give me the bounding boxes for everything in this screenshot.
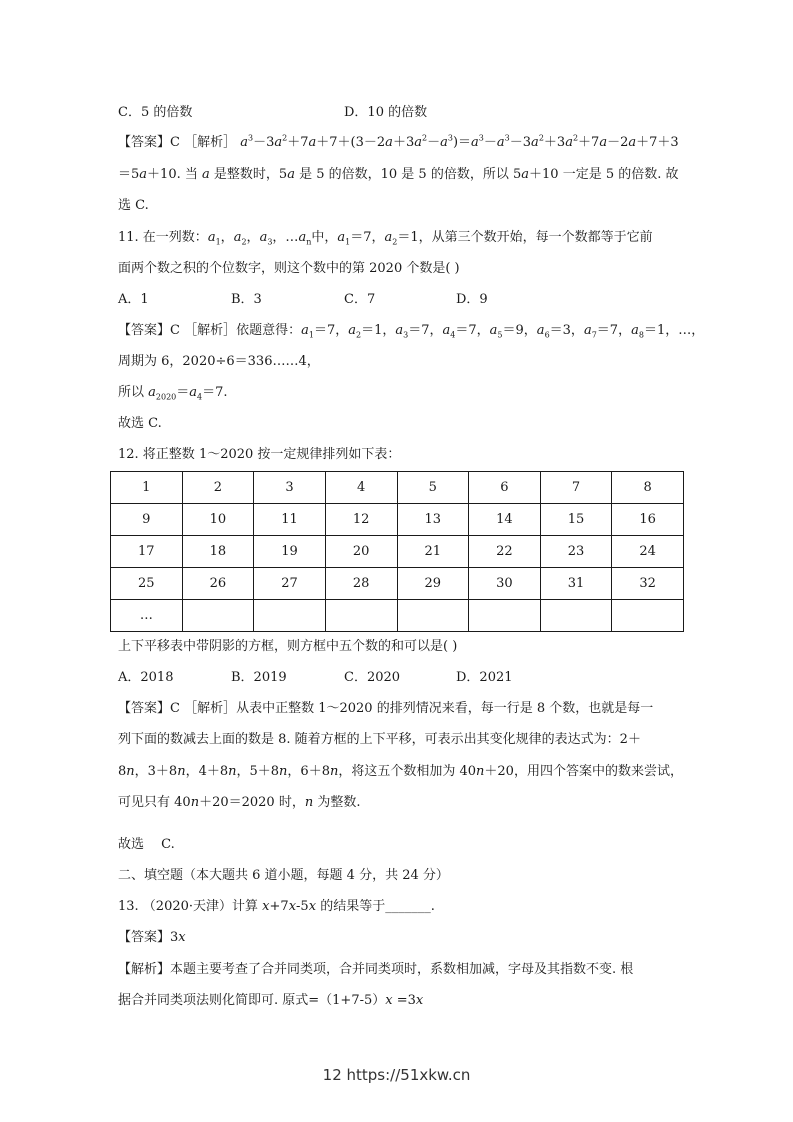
option-a: A．1 xyxy=(118,292,149,307)
answer-line: 选 C. xyxy=(118,198,149,213)
text: 据合并同类项法则化简即可. 原式=（1+7-5） xyxy=(118,993,386,1008)
table-cell: 22 xyxy=(469,536,541,568)
table-cell: 2 xyxy=(182,472,254,504)
table-cell: 17 xyxy=(111,536,183,568)
table-cell: 16 xyxy=(612,504,684,536)
table-cell: 5 xyxy=(397,472,469,504)
text: 中， xyxy=(311,230,338,245)
text: 13. （2020·天津）计算 xyxy=(118,899,259,914)
answer-line: 故选 C. xyxy=(118,837,175,852)
table-cell: … xyxy=(111,600,183,632)
table-row xyxy=(111,504,684,536)
page-footer: 12 https://51xkw.cn xyxy=(322,1066,471,1084)
table-cell: 1 xyxy=(111,472,183,504)
table-cell xyxy=(325,600,397,632)
text: 的结果等于_______. xyxy=(320,899,435,914)
answer-head: 【答案】3 xyxy=(118,930,179,945)
text: ＋20＝2020 时， xyxy=(199,795,305,810)
explanation-line: 据合并同类项法则化简即可. 原式=（1+7-5）x =3x xyxy=(118,993,424,1008)
table-cell xyxy=(397,600,469,632)
table-cell: 21 xyxy=(397,536,469,568)
number-table xyxy=(110,471,684,632)
table-cell xyxy=(469,600,541,632)
option-b: B．2019 xyxy=(231,670,287,685)
text: ＝5 xyxy=(118,167,140,182)
table-cell xyxy=(540,600,612,632)
question-stem: 13. （2020·天津）计算 x+7x-5x 的结果等于_______. xyxy=(118,899,435,914)
table-cell: 32 xyxy=(612,568,684,600)
text: ，从第三个数开始，每一个数都等于它前 xyxy=(418,230,653,245)
table-cell: 26 xyxy=(182,568,254,600)
answer-line: 周期为 6，2020÷6＝336……4， xyxy=(118,354,320,369)
text: ＋10. 当 xyxy=(147,167,198,182)
table-cell: 7 xyxy=(540,472,612,504)
table-cell: 30 xyxy=(469,568,541,600)
table-cell: 11 xyxy=(254,504,326,536)
question-stem: 11. 在一列数：$a_1$，$a_2$，$a_3$，$\dots a_n$中，$a_1=7$，$a_2=1$，从第三个数开始，每一个数都等于它前 xyxy=(118,230,653,247)
table-row xyxy=(111,568,684,600)
table-cell: 9 xyxy=(111,504,183,536)
answer-line: 8n，3＋8n，4＋8n，5＋8n，6＋8n，将这五个数相加为 40n＋20，用四个答案中的数来尝试， xyxy=(118,764,683,779)
answer-line: 【答案】3x xyxy=(118,930,186,945)
table-cell: 25 xyxy=(111,568,183,600)
table-cell xyxy=(254,600,326,632)
table-cell: 4 xyxy=(325,472,397,504)
option-d: D．10 的倍数 xyxy=(344,105,428,120)
answer-line: 所以 $a_{2020}=a_4=7$. xyxy=(118,385,228,402)
text: ＋10 一定是 5 的倍数. 故 xyxy=(529,167,679,182)
table-cell: 13 xyxy=(397,504,469,536)
table-cell: 23 xyxy=(540,536,612,568)
text: 可见只有 40 xyxy=(118,795,191,810)
answer-head: 【答案】C ［解析］ xyxy=(118,135,237,150)
table-cell xyxy=(182,600,254,632)
table-cell: 31 xyxy=(540,568,612,600)
table-cell: 29 xyxy=(397,568,469,600)
option-c: C．7 xyxy=(344,292,376,307)
answer-line: 【答案】C ［解析］ $a^3-3a^2+7a+7+(3-2a+3a^2-a^3)=a^3-a^3-3a^2+3a^2+7a-2a+7+3$ xyxy=(118,133,679,150)
option-d: D．2021 xyxy=(456,670,513,685)
table-cell: 3 xyxy=(254,472,326,504)
answer-line: 故选 C. xyxy=(118,416,162,431)
text: 为整数. xyxy=(317,795,361,810)
text: ，将这五个数相加为 40 xyxy=(338,764,477,779)
table-cell: 12 xyxy=(325,504,397,536)
text: 是整数时，5 xyxy=(213,167,288,182)
section-heading: 二、填空题（本大题共 6 道小题，每题 4 分，共 24 分） xyxy=(118,868,449,883)
option-c: C．5 的倍数 xyxy=(118,105,193,120)
option-a: A．2018 xyxy=(118,670,174,685)
option-b: B．3 xyxy=(231,292,262,307)
text: 是 5 的倍数，10 是 5 的倍数，所以 5 xyxy=(299,167,522,182)
option-d: D．9 xyxy=(456,292,488,307)
question-stem: 上下平移表中带阴影的方框，则方框中五个数的和可以是( ) xyxy=(118,639,458,654)
text: 所以 xyxy=(118,385,149,400)
option-c: C．2020 xyxy=(344,670,401,685)
table-cell: 6 xyxy=(469,472,541,504)
table-cell: 28 xyxy=(325,568,397,600)
table-row xyxy=(111,600,684,632)
answer-line: 【答案】C ［解析］从表中正整数 1～2020 的排列情况来看，每一行是 8 个数，也就是每一 xyxy=(118,701,654,716)
table-cell: 24 xyxy=(612,536,684,568)
table-cell: 20 xyxy=(325,536,397,568)
table-cell: 15 xyxy=(540,504,612,536)
text: 11. 在一列数： xyxy=(118,230,208,245)
table-row xyxy=(111,536,684,568)
answer-line: 【答案】C ［解析］依题意得：$a_1=7$，$a_2=1$，$a_3=7$，$a_4=7$，$a_5=9$，$a_6=3$，$a_7=7$，$a_8=1$，…， xyxy=(118,323,705,340)
table-cell: 18 xyxy=(182,536,254,568)
answer-line: ＝5a＋10. 当 a 是整数时，5a 是 5 的倍数，10 是 5 的倍数，所以 5a＋10 一定是 5 的倍数. 故 xyxy=(118,167,679,182)
question-stem: 12. 将正整数 1～2020 按一定规律排列如下表： xyxy=(118,447,401,462)
question-stem: 面两个数之积的个位数字，则这个数中的第 2020 个数是( ) xyxy=(118,261,460,276)
table-cell xyxy=(612,600,684,632)
answer-line: 可见只有 40n＋20＝2020 时，n 为整数. xyxy=(118,795,361,810)
table-cell: 19 xyxy=(254,536,326,568)
table-row xyxy=(111,472,684,504)
answer-head: 【答案】C ［解析］依题意得： xyxy=(118,323,302,338)
table-cell: 8 xyxy=(612,472,684,504)
table-cell: 10 xyxy=(182,504,254,536)
explanation-line: 【解析】本题主要考查了合并同类项，合并同类项时，系数相加减，字母及其指数不变. 根 xyxy=(118,962,634,977)
text: ＋20，用四个答案中的数来尝试， xyxy=(484,764,683,779)
table-cell: 27 xyxy=(254,568,326,600)
table-cell: 14 xyxy=(469,504,541,536)
answer-line: 列下面的数减去上面的数是 8. 随着方框的上下平移，可表示出其变化规律的表达式为：2＋ xyxy=(118,732,641,747)
